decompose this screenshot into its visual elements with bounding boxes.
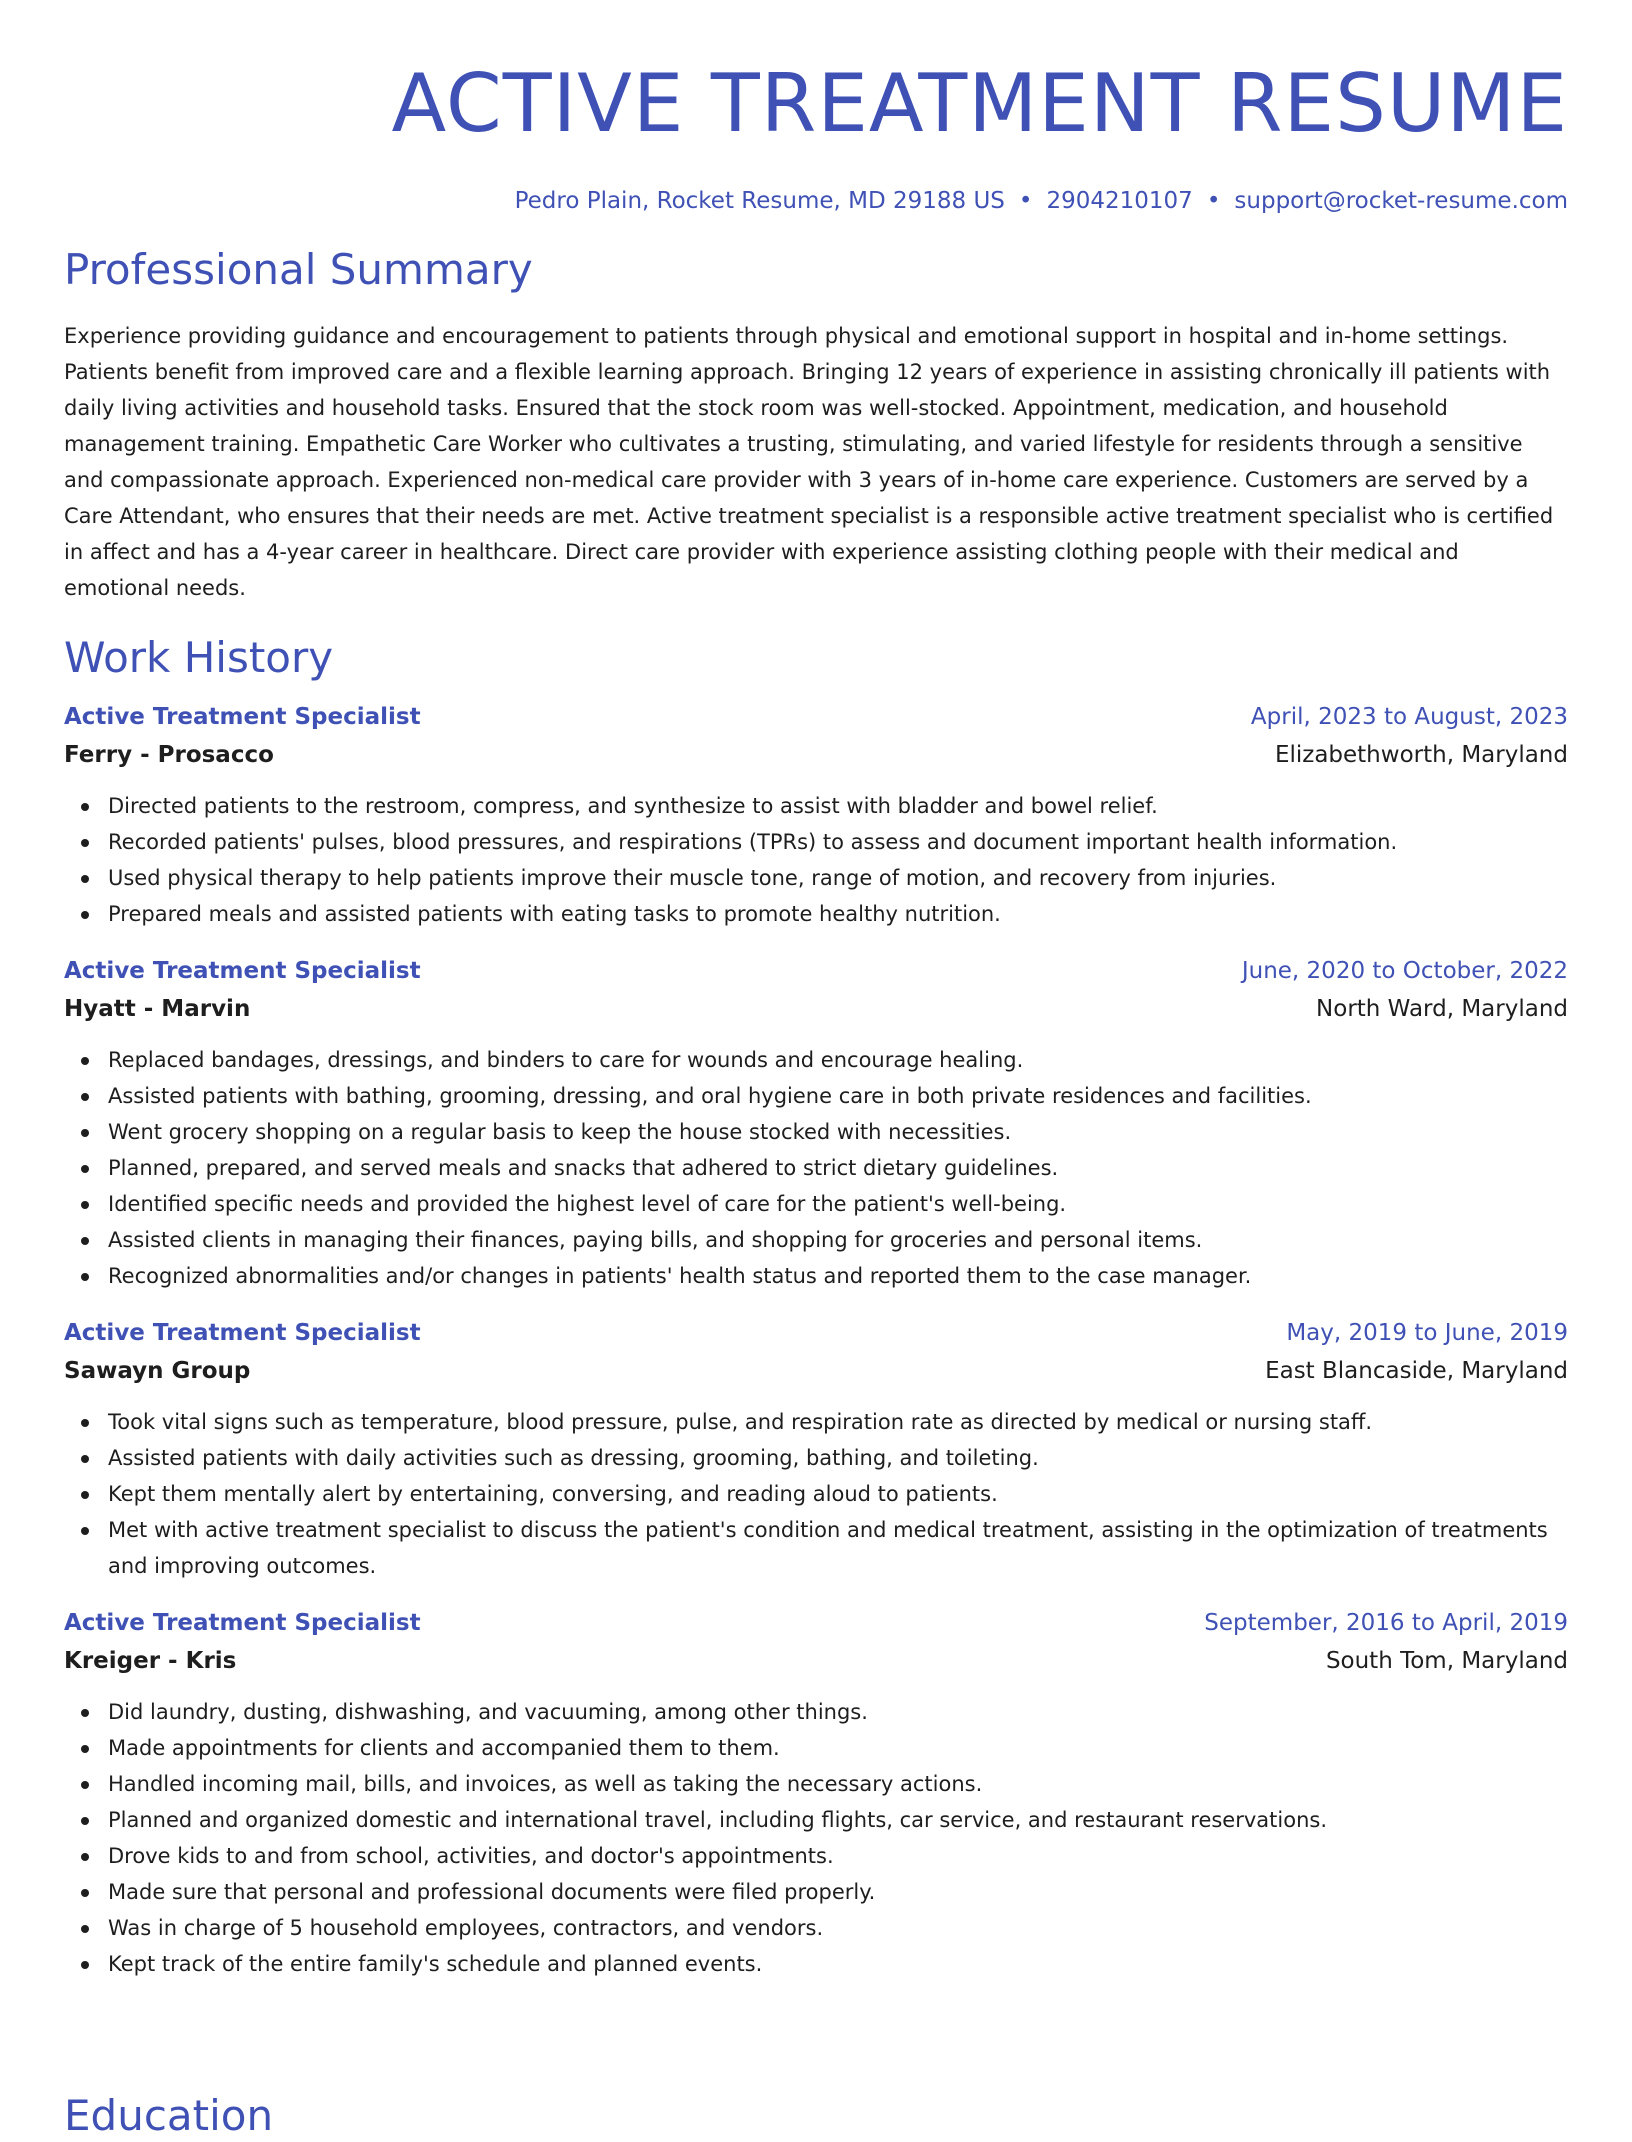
contact-email[interactable]: support@rocket-resume.com xyxy=(1234,188,1568,214)
job-bullets xyxy=(64,788,1568,932)
job-bullet-item: Was in charge of 5 household employees, contractors, and vendors. xyxy=(108,1910,1568,1946)
job-bullet-item: Replaced bandages, dressings, and binders to care for wounds and encourage healing. xyxy=(108,1042,1568,1078)
job-bullets xyxy=(64,1694,1568,1982)
job-bullet-item: Went grocery shopping on a regular basis to keep the house stocked with necessities. xyxy=(108,1114,1568,1150)
job-header-row xyxy=(64,1314,1568,1352)
job-location: North Ward, Maryland xyxy=(1316,996,1568,1022)
job-bullet-item: Handled incoming mail, bills, and invoices, as well as taking the necessary actions. xyxy=(108,1766,1568,1802)
contact-address: Pedro Plain, Rocket Resume, MD 29188 US xyxy=(514,188,1005,214)
education-heading: Education xyxy=(64,2091,274,2140)
job-dates: May, 2019 to June, 2019 xyxy=(1286,1320,1568,1346)
job-bullets xyxy=(64,1042,1568,1294)
job-location: South Tom, Maryland xyxy=(1325,1648,1568,1674)
job-company-row xyxy=(64,990,1568,1028)
job-bullet-item: Assisted clients in managing their finances, paying bills, and shopping for groceries and personal items. xyxy=(108,1222,1568,1258)
job-bullet-item: Made appointments for clients and accompanied them to them. xyxy=(108,1730,1568,1766)
job-bullet-item: Identified specific needs and provided the highest level of care for the patient's well-being. xyxy=(108,1186,1568,1222)
job-bullets xyxy=(64,1404,1568,1584)
job-bullet-item: Kept them mentally alert by entertaining, conversing, and reading aloud to patients. xyxy=(108,1476,1568,1512)
job-title: Active Treatment Specialist xyxy=(64,1610,421,1636)
job-bullet-item: Did laundry, dusting, dishwashing, and vacuuming, among other things. xyxy=(108,1694,1568,1730)
job-company-row xyxy=(64,736,1568,774)
job-company: Sawayn Group xyxy=(64,1358,251,1384)
job-entry xyxy=(64,698,1568,932)
job-bullet-item: Made sure that personal and professional documents were filed properly. xyxy=(108,1874,1568,1910)
job-entry xyxy=(64,1604,1568,1982)
job-bullet-item: Used physical therapy to help patients improve their muscle tone, range of motion, and recovery from injuries. xyxy=(108,860,1568,896)
resume-title: ACTIVE TREATMENT RESUME xyxy=(391,57,1568,150)
job-location: Elizabethworth, Maryland xyxy=(1274,742,1568,768)
job-bullet-item: Took vital signs such as temperature, blood pressure, pulse, and respiration rate as directed by medical or nursing staff. xyxy=(108,1404,1568,1440)
job-company-row xyxy=(64,1642,1568,1680)
job-bullet-item: Assisted patients with daily activities such as dressing, grooming, bathing, and toileting. xyxy=(108,1440,1568,1476)
job-entry xyxy=(64,1314,1568,1584)
job-bullet-item: Drove kids to and from school, activities, and doctor's appointments. xyxy=(108,1838,1568,1874)
job-dates: September, 2016 to April, 2019 xyxy=(1204,1610,1568,1636)
job-title: Active Treatment Specialist xyxy=(64,958,421,984)
job-bullet-item: Directed patients to the restroom, compress, and synthesize to assist with bladder and bowel relief. xyxy=(108,788,1568,824)
job-header-row xyxy=(64,952,1568,990)
job-location: East Blancaside, Maryland xyxy=(1265,1358,1568,1384)
job-bullet-item: Prepared meals and assisted patients with eating tasks to promote healthy nutrition. xyxy=(108,896,1568,932)
job-title: Active Treatment Specialist xyxy=(64,1320,421,1346)
contact-line xyxy=(64,186,1568,216)
contact-separator: • xyxy=(1018,188,1033,214)
job-company: Ferry - Prosacco xyxy=(64,742,274,768)
contact-separator: • xyxy=(1206,188,1221,214)
job-company: Hyatt - Marvin xyxy=(64,996,251,1022)
work-history-heading: Work History xyxy=(64,633,334,682)
job-header-row xyxy=(64,698,1568,736)
job-bullet-item: Planned, prepared, and served meals and snacks that adhered to strict dietary guidelines. xyxy=(108,1150,1568,1186)
job-company-row xyxy=(64,1352,1568,1390)
job-bullet-item: Met with active treatment specialist to discuss the patient's condition and medical treatment, assisting in the optimization of treatments and improving outcomes. xyxy=(108,1512,1568,1584)
work-history-list xyxy=(64,698,1568,1982)
summary-text: Experience providing guidance and encouragement to patients through physical and emotional support in hospital and in-home settings. Patients benefit from improved care and a flexible learning approach. Bringing 12 years of experience in assisting chronically ill patients with daily living activities and household tasks. Ensured that the stock room was well-stocked. Appointment, medication, and household management training. Empathetic Care Worker who cultivates a trusting, stimulating, and varied lifestyle for residents through a sensitive and compassionate approach. Experienced non-medical care provider with 3 years of in-home care experience. Customers are served by a Care Attendant, who ensures that their needs are met. Active treatment specialist is a responsible active treatment specialist who is certified in affect and has a 4-year career in healthcare. Direct care provider with experience assisting clothing people with their medical and emotional needs. xyxy=(64,324,1554,600)
job-bullet-item: Recorded patients' pulses, blood pressures, and respirations (TPRs) to assess and document important health information. xyxy=(108,824,1568,860)
job-bullet-item: Kept track of the entire family's schedule and planned events. xyxy=(108,1946,1568,1982)
job-dates: April, 2023 to August, 2023 xyxy=(1250,704,1568,730)
job-title: Active Treatment Specialist xyxy=(64,704,421,730)
job-header-row xyxy=(64,1604,1568,1642)
job-bullet-item: Assisted patients with bathing, grooming, dressing, and oral hygiene care in both private residences and facilities. xyxy=(108,1078,1568,1114)
contact-phone: 2904210107 xyxy=(1046,188,1193,214)
summary-heading: Professional Summary xyxy=(64,245,533,294)
job-dates: June, 2020 to October, 2022 xyxy=(1241,958,1568,984)
job-entry xyxy=(64,952,1568,1294)
job-company: Kreiger - Kris xyxy=(64,1648,237,1674)
job-bullet-item: Recognized abnormalities and/or changes in patients' health status and reported them to the case manager. xyxy=(108,1258,1568,1294)
job-bullet-item: Planned and organized domestic and international travel, including flights, car service, and restaurant reservations. xyxy=(108,1802,1568,1838)
